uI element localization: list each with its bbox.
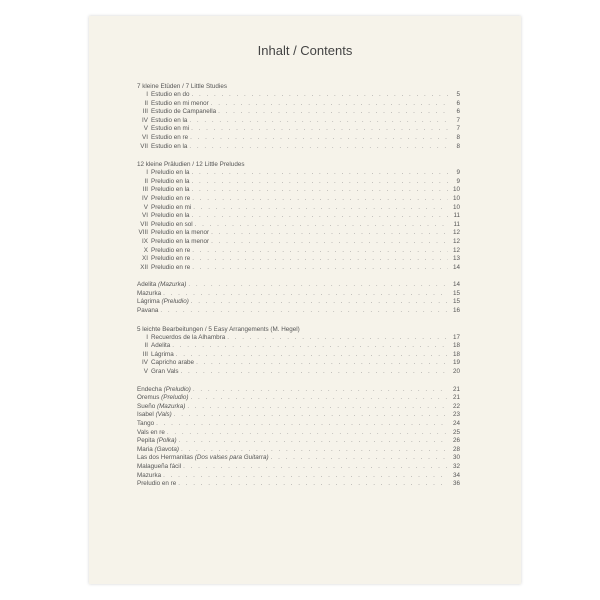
page-number: 10: [452, 194, 460, 202]
page-number: 16: [452, 307, 460, 315]
toc-entry[interactable]: [137, 334, 460, 343]
toc-entry[interactable]: [137, 472, 460, 481]
dot-leader: [192, 247, 448, 256]
section-heading: 5 leichte Bearbeitungen / 5 Easy Arrangements (M. Hegel): [137, 325, 300, 333]
toc-entry[interactable]: [137, 264, 460, 273]
dot-leader: [191, 125, 448, 134]
dot-leader: [192, 212, 448, 221]
entry-number: XII: [140, 263, 148, 271]
entry-number: IV: [142, 116, 148, 124]
entry-title: Preludio en re: [137, 480, 177, 488]
dot-leader: [192, 264, 448, 273]
toc-entry[interactable]: [137, 359, 460, 368]
dot-leader: [227, 334, 448, 343]
page-number: 36: [452, 480, 460, 488]
entry-number: IX: [142, 237, 148, 245]
toc-entry[interactable]: [137, 204, 460, 213]
page-number: 8: [456, 142, 460, 150]
page-number: 7: [456, 116, 460, 124]
toc-entry[interactable]: [137, 386, 460, 395]
dot-leader: [189, 117, 448, 126]
toc-entry[interactable]: [137, 351, 460, 360]
toc-entry[interactable]: [137, 307, 460, 316]
entry-number: VI: [142, 133, 148, 141]
toc-entry[interactable]: [137, 229, 460, 238]
toc-entry[interactable]: [137, 238, 460, 247]
entry-number: II: [144, 177, 148, 185]
entry-title: Vals en re: [137, 428, 165, 436]
entry-title: Estudio de Campanella: [151, 108, 217, 116]
entry-title: Estudio en re: [151, 133, 189, 141]
entry-number: V: [143, 203, 148, 211]
entry-number: III: [142, 350, 148, 358]
toc-entry[interactable]: [137, 117, 460, 126]
dot-leader: [218, 108, 448, 117]
dot-leader: [188, 281, 448, 290]
page-number: 12: [452, 246, 460, 254]
page-number: 18: [452, 350, 460, 358]
entry-subtitle: (Mazurka): [156, 402, 186, 410]
page-number: 17: [452, 333, 460, 341]
entry-title: Preludio en re: [151, 263, 191, 271]
entry-title: Estudio en mi menor: [151, 99, 209, 107]
dot-leader: [195, 221, 448, 230]
page-number: 9: [456, 177, 460, 185]
entry-subtitle: (Vals): [155, 411, 172, 419]
section-heading: 12 kleine Präludien / 12 Little Preludes: [137, 161, 245, 169]
entry-title: Preludio en re: [151, 255, 191, 263]
entry-subtitle: (Mazurka): [158, 281, 187, 289]
entry-title: Preludio en la menor: [151, 237, 210, 245]
toc-entry[interactable]: [137, 446, 460, 455]
page-number: 20: [452, 368, 460, 376]
entry-number: IV: [142, 359, 148, 367]
dot-leader: [179, 437, 448, 446]
entry-title: Estudio en do: [151, 91, 190, 98]
entry-number: VIII: [138, 229, 148, 237]
dot-leader: [192, 91, 448, 100]
page-number: 12: [452, 229, 460, 237]
entry-title: Las dos Hermanitas (Dos valses para Guitarra): [137, 454, 269, 462]
entry-number: X: [143, 246, 148, 254]
entry-number: I: [146, 333, 148, 341]
dot-leader: [211, 100, 448, 109]
entry-number: XI: [142, 255, 148, 263]
entry-number: II: [144, 99, 148, 107]
toc-entry[interactable]: [137, 143, 460, 152]
entry-subtitle: (Polka): [156, 437, 177, 445]
entry-title: Endecha (Preludio): [137, 385, 191, 393]
toc-entry[interactable]: [137, 420, 460, 429]
toc-entry[interactable]: [137, 463, 460, 472]
entry-subtitle: (Preludio): [163, 385, 191, 393]
entry-number: III: [142, 186, 148, 194]
page-number: 14: [452, 263, 460, 271]
dot-leader: [192, 195, 448, 204]
page-number: 34: [452, 471, 460, 479]
toc-entry[interactable]: [137, 480, 460, 489]
entry-title: Preludio en la menor: [151, 229, 210, 237]
page-number: 21: [452, 385, 460, 393]
toc-entry[interactable]: [137, 368, 460, 377]
toc-entry[interactable]: [137, 429, 460, 438]
dot-leader: [160, 307, 448, 316]
entry-title: Recuerdos de la Alhambra: [151, 333, 226, 341]
toc-entry[interactable]: [137, 125, 460, 134]
toc-entry[interactable]: [137, 247, 460, 256]
dot-leader: [193, 204, 448, 213]
toc-entry[interactable]: [137, 178, 460, 187]
dot-leader: [163, 472, 448, 481]
page-number: 24: [452, 420, 460, 427]
entry-title: Mazurka: [137, 289, 162, 297]
page-number: 11: [453, 220, 460, 228]
page-number: 22: [452, 402, 460, 410]
entry-title: Preludio en la: [151, 169, 190, 177]
entry-title: Preludio en la: [151, 186, 190, 194]
toc-entry[interactable]: [137, 394, 460, 403]
toc-entry[interactable]: [137, 212, 460, 221]
dot-leader: [191, 298, 448, 307]
entry-number: VII: [140, 142, 148, 150]
page-number: 15: [452, 289, 460, 297]
toc-entry[interactable]: [137, 169, 460, 178]
dot-leader: [189, 143, 448, 152]
page-number: 10: [452, 203, 460, 211]
section-gap: [137, 377, 460, 386]
entry-number: III: [142, 108, 148, 116]
dot-leader: [192, 178, 448, 187]
dot-leader: [271, 454, 448, 463]
entry-number: VII: [140, 220, 148, 228]
page-number: 6: [456, 99, 460, 107]
toc-entry[interactable]: [137, 298, 460, 307]
dot-leader: [196, 359, 448, 368]
entry-number: V: [143, 368, 148, 376]
dot-leader: [211, 229, 448, 238]
entry-title: Estudio en la: [151, 116, 188, 124]
dot-leader: [163, 290, 448, 299]
page-number: 26: [452, 437, 460, 445]
entry-title: Maria (Gavota): [137, 445, 179, 453]
toc-entry[interactable]: [137, 342, 460, 351]
dot-leader: [192, 186, 448, 195]
section-gap: [137, 316, 460, 325]
page-number: 10: [452, 186, 460, 194]
dot-leader: [211, 238, 448, 247]
entry-title: Preludio en la: [151, 212, 190, 220]
page-number: 23: [452, 411, 460, 419]
toc-entry[interactable]: [137, 437, 460, 446]
toc-entry[interactable]: [137, 91, 460, 100]
entry-title: Capricho arabe: [151, 359, 195, 367]
dot-leader: [156, 420, 448, 429]
entry-title: Sueño (Mazurka): [137, 402, 186, 410]
dot-leader: [190, 134, 448, 143]
page-number: 14: [452, 281, 460, 289]
toc-entry[interactable]: [137, 255, 460, 264]
entry-title: Oremus (Preludio): [137, 394, 189, 402]
dot-leader: [183, 463, 448, 472]
entry-title: Estudio en mi: [151, 125, 190, 133]
entry-title: Malagueña fácil: [137, 462, 182, 470]
entry-title: Preludio en re: [151, 194, 191, 202]
dot-leader: [187, 403, 448, 412]
table-of-contents: [137, 82, 460, 489]
page-number: 13: [452, 255, 460, 263]
page-number: 18: [452, 342, 460, 350]
entry-title: Lágrima (Preludio): [137, 298, 189, 306]
entry-title: Gran Vals: [151, 368, 179, 376]
entry-title: Estudio en la: [151, 142, 188, 150]
entry-title: Adelita (Mazurka): [137, 281, 187, 289]
page-number: 19: [452, 359, 460, 367]
entry-subtitle: (Dos valses para Guitarra): [194, 454, 269, 462]
entry-subtitle: (Preludio): [161, 394, 189, 402]
entry-number: VI: [142, 212, 148, 220]
entry-subtitle: (Gavota): [154, 445, 179, 453]
dot-leader: [193, 386, 448, 395]
toc-entry[interactable]: [137, 108, 460, 117]
dot-leader: [192, 255, 448, 264]
dot-leader: [181, 368, 448, 377]
toc-entry[interactable]: [137, 221, 460, 230]
page-number: 15: [452, 298, 460, 306]
page-title: Inhalt / Contents: [257, 43, 353, 58]
toc-entry[interactable]: [137, 281, 460, 290]
page-number: 9: [456, 169, 460, 177]
toc-entry[interactable]: [137, 195, 460, 204]
toc-entry[interactable]: [137, 454, 460, 463]
entry-subtitle: (Preludio): [161, 298, 189, 306]
entry-title: Lágrima: [151, 350, 174, 358]
dot-leader: [192, 169, 448, 178]
entry-title: Preludio en re: [151, 246, 191, 254]
entry-number: II: [144, 342, 148, 350]
page-number: 28: [452, 445, 460, 453]
entry-title: Isabel (Vals): [137, 411, 172, 419]
entry-number: V: [143, 125, 148, 133]
entry-title: Preludio en mi: [151, 203, 192, 211]
toc-entry[interactable]: [137, 290, 460, 299]
page-number: 32: [452, 462, 460, 470]
toc-entry[interactable]: [137, 186, 460, 195]
page-number: 25: [452, 428, 460, 436]
section-gap: [137, 272, 460, 281]
entry-number: I: [146, 91, 148, 98]
entry-number: IV: [142, 194, 148, 202]
toc-entry[interactable]: [137, 100, 460, 109]
page-number: 11: [453, 212, 460, 220]
page-number: 12: [452, 237, 460, 245]
dot-leader: [174, 411, 448, 420]
entry-title: Pavana: [137, 307, 159, 315]
entry-title: Pepita (Polka): [137, 437, 177, 445]
dot-leader: [190, 394, 448, 403]
toc-entry[interactable]: [137, 134, 460, 143]
dot-leader: [178, 480, 448, 489]
entry-title: Preludio en la: [151, 177, 190, 185]
page-number: 7: [456, 125, 460, 133]
document-page: [89, 16, 521, 584]
toc-entry[interactable]: [137, 403, 460, 412]
dot-leader: [167, 429, 448, 438]
entry-title: Tango: [137, 420, 155, 427]
dot-leader: [172, 342, 448, 351]
page-number: 6: [456, 108, 460, 116]
page-number: 21: [452, 394, 460, 402]
entry-title: Preludio en sol: [151, 220, 193, 228]
page-number: 30: [452, 454, 460, 462]
dot-leader: [176, 351, 448, 360]
page-number: 8: [456, 133, 460, 141]
entry-title: Mazurka: [137, 471, 162, 479]
section-gap: [137, 151, 460, 160]
toc-entry[interactable]: [137, 411, 460, 420]
section-heading: 7 kleine Etüden / 7 Little Studies: [137, 83, 227, 90]
entry-number: I: [146, 169, 148, 177]
page-number: 5: [456, 91, 460, 98]
entry-title: Adelita: [151, 342, 171, 350]
dot-leader: [181, 446, 448, 455]
